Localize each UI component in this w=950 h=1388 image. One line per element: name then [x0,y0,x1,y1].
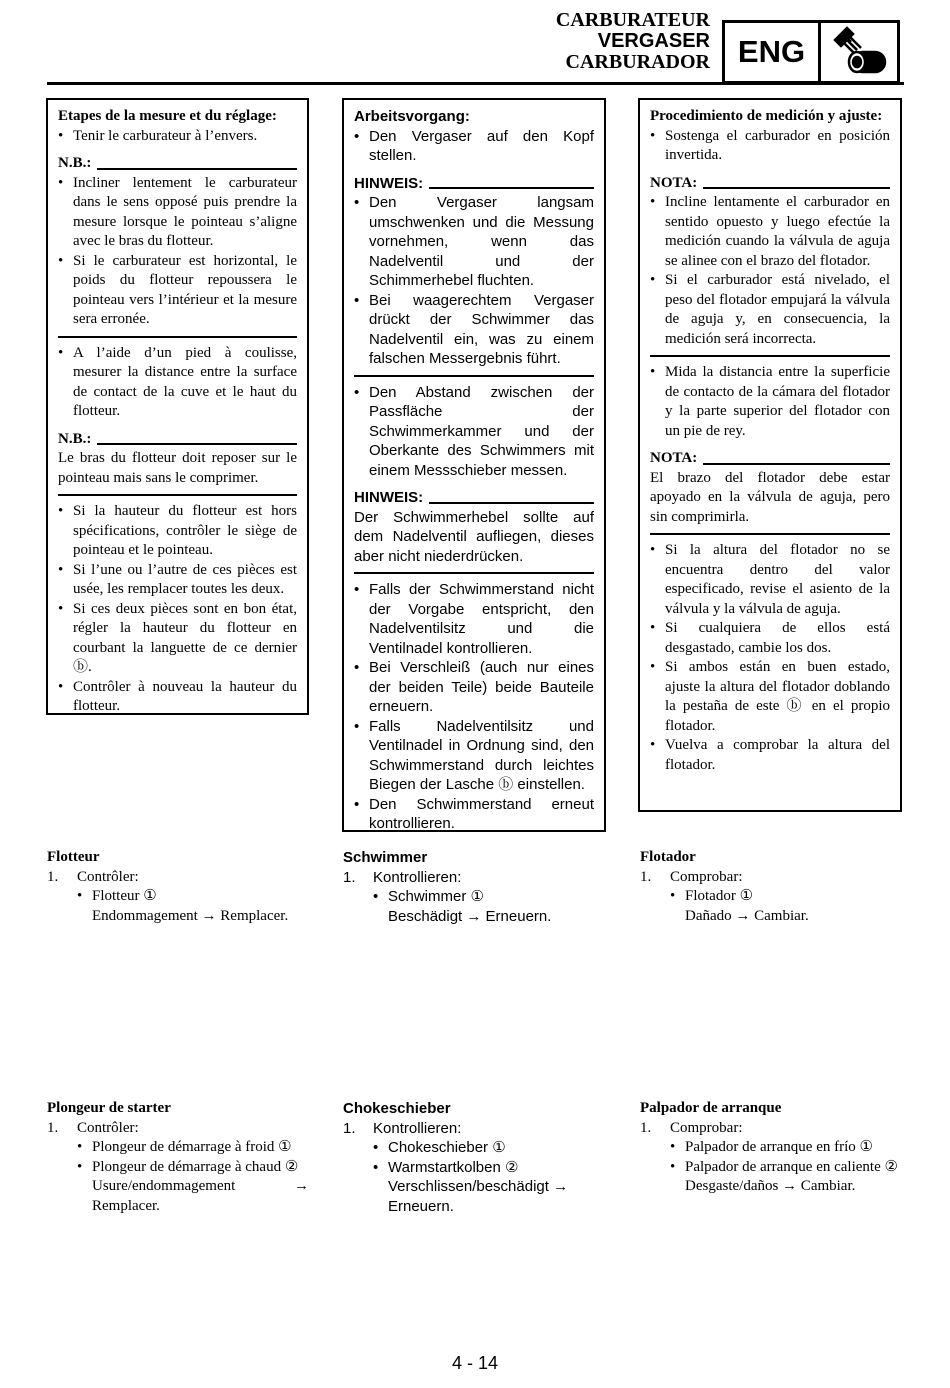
note-end-rule [650,355,890,357]
bullet-item: • Si l’une ou l’autre de ces pièces est usée, les remplacer toutes les deux. [58,561,297,597]
bullet-item: • Den Schwimmerstand erneut kontrollieren. [354,795,594,832]
check-item: • Flotador ① [670,888,754,904]
note-end-rule [58,336,297,338]
bullet-item: • Tenir le carburateur à l’envers. [58,127,258,144]
bullet-item: • Falls der Schwimmerstand nicht der Vorgabe entspricht, den Nadelventilsitz und die Ventilnadel kontrollieren. [354,581,594,657]
note-end-rule [650,533,890,535]
bullet-item: • Si la altura del flotador no se encuentra dentro del valor especificado, revise el asiento de la válvula y la válvula de aguja. [650,542,890,617]
bullet-item: • Vuelva a comprobar la altura del flotador. [650,737,890,773]
note-text: El brazo del flotador debe estar apoyado en la válvula de aguja, pero sin comprimirla. [650,469,890,525]
check-result: Endommagement → Remplacer. [92,907,289,924]
check-item: • Plongeur de démarrage à froid ① [77,1139,292,1155]
section-title: Palpador de arranque [640,1100,782,1116]
check-result: Beschädigt → Erneuern. [388,907,552,925]
check-result: Dañado → Cambiar. [685,907,809,924]
bullet-item: • Si la hauteur du flotteur est hors spécifications, contrôler le siège de pointeau et le pointeau. [58,503,297,558]
step: 1. Comprobar: [640,1119,743,1136]
float-section-es [640,848,902,926]
note-label: HINWEIS: [354,488,594,508]
note-label: N.B.: [58,154,297,174]
procedure-box-fr [46,98,309,715]
note-text: Le bras du flotteur doit reposer sur le pointeau mais sans le comprimer. [58,450,297,486]
page-number: 4 - 14 [451,1353,499,1373]
title-es: CARBURADOR [565,51,710,73]
check-item: • Schwimmer ① [373,888,484,905]
section-title: Chokeschieber [343,1100,451,1117]
bullet-item: • Si el carburador está nivelado, el peso del flotador empujará la válvula de aguja y, en consecuencia, la medición será incorrecta. [650,272,890,347]
title-de: VERGASER [597,30,710,52]
note-end-rule [354,375,594,377]
bullet-item: • Si le carburateur est horizontal, le poids du flotteur repoussera le pointeau vers l’intérieur et la mesure sera erronée. [58,252,297,327]
step: 1. Contrôler: [47,1119,139,1136]
bullet-item: • Si cualquiera de ellos está desgastado, cambie los dos. [650,620,890,656]
bullet-item: • Incline lentamente el carburador en sentido opuesto y luego efectúe la medición cuando la válvula de aguja se alinee con el brazo del flotador. [650,194,890,269]
section-tab [722,20,900,84]
check-item: • Plongeur de démarrage à chaud ② [77,1158,299,1175]
header-rule [47,82,904,85]
check-item: • Warmstartkolben ② [373,1158,519,1176]
section-title: Flotador [640,849,696,865]
bullet-item: • Si ambos están en buen estado, ajuste la altura del flotador doblando la pestaña de este ⓑ en el propio flotador. [650,659,890,734]
box-heading: Arbeitsvorgang: [354,108,470,125]
check-item: • Chokeschieber ① [373,1139,506,1156]
bullet-item: • Bei Verschleiß (auch nur eines der beiden Teile) beide Bauteile erneuern. [354,659,594,715]
title-fr: CARBURATEUR [555,9,710,31]
float-section-de [343,848,605,926]
check-result: Usure/endommagement → Remplacer. [92,1178,309,1214]
bullet-item: • Den Vergaser langsam umschwenken und die Messung vornehmen, wenn das Nadelventil und der Schimmerhebel fluchten. [354,194,594,289]
box-heading: Etapes de la mesure et du réglage: [58,108,277,124]
bullet-item: • Den Vergaser auf den Kopf stellen. [354,127,594,164]
step: 1. Comprobar: [640,868,743,885]
procedure-box-de [342,98,606,832]
note-end-rule [58,494,297,496]
starter-section-es [640,1099,902,1197]
bullet-item: • Bei waagerechtem Vergaser drückt der Schwimmer das Nadelventil ein, was zu einem falschen Messergebnis führt. [354,291,594,367]
box-heading: Procedimiento de medición y ajuste: [650,108,883,124]
step: 1. Kontrollieren: [343,868,462,886]
page-header-titles [556,10,710,73]
bullet-item: • Den Abstand zwischen der Passfläche der Schwimmerkammer und der Oberkante des Schwimmers mit einem Messschieber messen. [354,383,594,479]
bullet-item: • Si ces deux pièces sont en bon état, régler la hauteur du flotteur en courbant la languette de ce dernier ⓑ. [58,600,297,675]
check-item: • Palpador de arranque en frío ① [670,1139,873,1155]
float-section-fr [47,848,309,926]
note-label: NOTA: [650,449,890,469]
starter-section-de [343,1099,605,1216]
bullet-item: • Sostenga el carburador en posición invertida. [650,127,890,163]
engine-icon [821,23,897,81]
step: 1. Contrôler: [47,868,139,885]
section-title: Plongeur de starter [47,1100,171,1116]
note-end-rule [354,572,594,574]
note-text: Der Schwimmerhebel sollte auf dem Nadelventil aufliegen, dieses aber nicht niederdrücken. [354,508,594,565]
section-title: Flotteur [47,849,100,865]
bullet-item: • A l’aide d’un pied à coulisse, mesurer la distance entre la surface de contact de la cuve et le haut du flotteur. [58,344,297,419]
procedure-box-es [638,98,902,812]
check-item: • Palpador de arranque en caliente ② [670,1158,898,1175]
bullet-item: • Falls Nadelventilsitz und Ventilnadel in Ordnung sind, den Schwimmerstand durch leichtes Biegen der Lasche ⓑ einstellen. [354,717,594,793]
check-item: • Flotteur ① [77,888,157,904]
starter-section-fr [47,1099,309,1216]
bullet-item: • Contrôler à nouveau la hauteur du flotteur. [58,678,297,714]
section-title: Schwimmer [343,849,428,866]
note-label: N.B.: [58,430,297,450]
section-tag: ENG [725,23,821,81]
bullet-item: • Incliner lentement le carburateur dans le sens opposé puis prendre la mesure lorsque le pointeau s’aligne avec le bras du flotteur. [58,174,297,249]
check-result: Desgaste/daños → Cambiar. [685,1178,856,1194]
bullet-item: • Mida la distancia entre la superficie de contacto de la cámara del flotador y la parte superior del flotador con un pie de rey. [650,364,890,439]
check-result: Verschlissen/beschädigt → Erneuern. [388,1178,569,1215]
note-label: NOTA: [650,174,890,194]
step: 1. Kontrollieren: [343,1119,462,1137]
note-label: HINWEIS: [354,174,594,194]
